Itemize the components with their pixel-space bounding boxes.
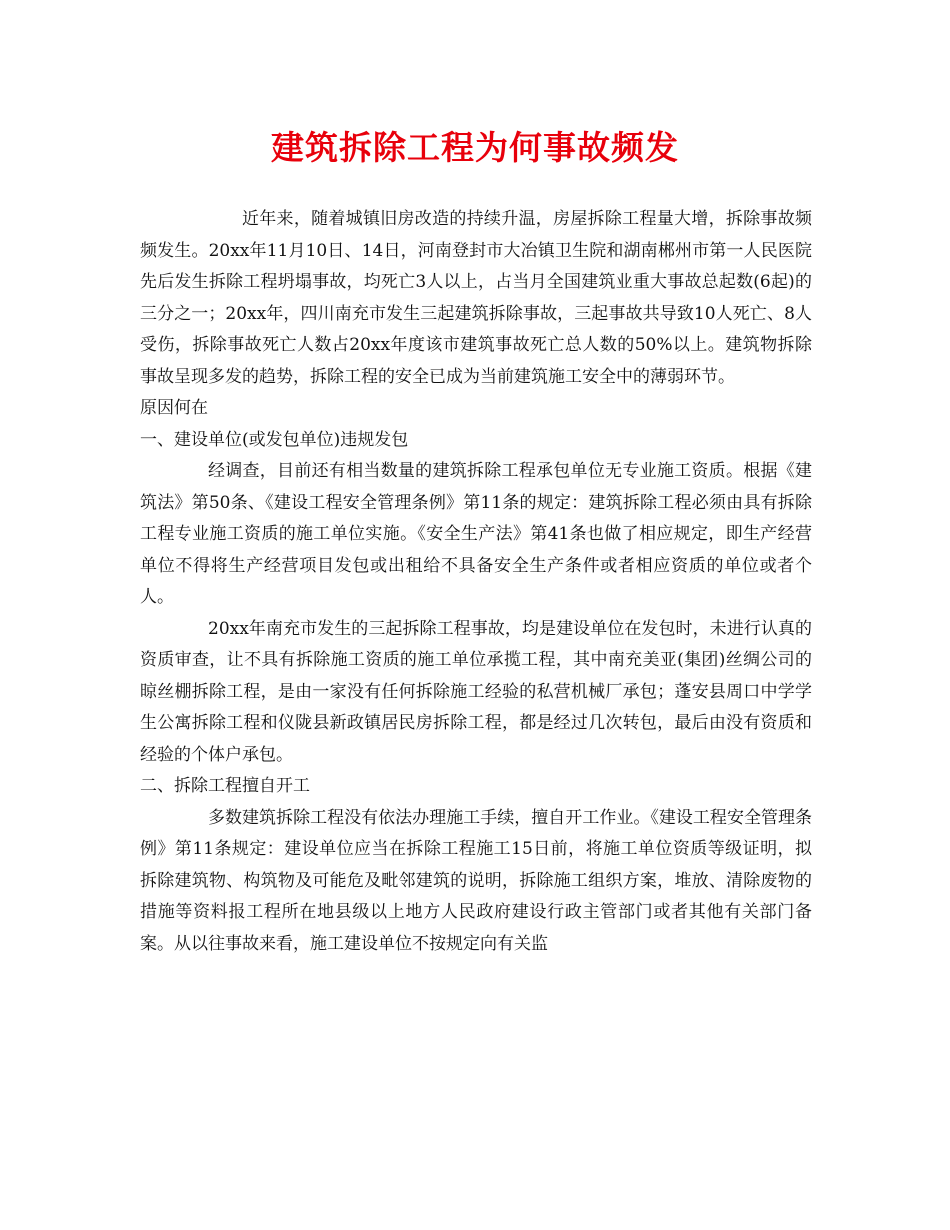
document-body (140, 204, 812, 960)
section-heading-two: 二、拆除工程擅自开工 (140, 776, 310, 796)
paragraph-qualification: 经调查，目前还有相当数量的建筑拆除工程承包单位无专业施工资质。根据《建筑法》第50条、《建设工程安全管理条例》第11条的规定：建筑拆除工程必须由具有拆除工程专业施工资质的施工单位实施。《安全生产法》第41条也做了相应规定，即生产经营单位不得将生产经营项目发包或出租给不具备安全生产条件或者相应资质的单位或者个人。 (140, 461, 812, 607)
section-heading-causes: 原因何在 (140, 398, 208, 418)
paragraph-nanchong-cases: 20xx年南充市发生的三起拆除工程事故，均是建设单位在发包时，未进行认真的资质审查，让不具有拆除施工资质的施工单位承揽工程，其中南充美亚(集团)丝绸公司的晾丝棚拆除工程，是由一家没有任何拆除施工经验的私营机械厂承包；蓬安县周口中学学生公寓拆除工程和仪陇县新政镇居民房拆除工程，都是经过几次转包，最后由没有资质和经验的个体户承包。 (140, 618, 812, 765)
intro-paragraph: 近年来，随着城镇旧房改造的持续升温，房屋拆除工程量大增，拆除事故频频发生。20xx年11月10日、14日，河南登封市大冶镇卫生院和湖南郴州市第一人民医院先后发生拆除工程坍塌事故，均死亡3人以上，占当月全国建筑业重大事故总起数(6起)的三分之一；20xx年，四川南充市发生三起建筑拆除事故，三起事故共导致10人死亡、8人受伤，拆除事故死亡人数占20xx年度该市建筑事故死亡总人数的50%以上。建筑物拆除事故呈现多发的趋势，拆除工程的安全已成为当前建筑施工安全中的薄弱环节。 (140, 209, 812, 387)
paragraph-unauthorized-start: 多数建筑拆除工程没有依法办理施工手续，擅自开工作业。《建设工程安全管理条例》第11条规定：建设单位应当在拆除工程施工15日前，将施工单位资质等级证明，拟拆除建筑物、构筑物及可能危及毗邻建筑的说明，拆除施工组织方案，堆放、清除废物的措施等资料报工程所在地县级以上地方人民政府建设行政主管部门或者其他有关部门备案。从以往事故来看，施工建设单位不按规定向有关监 (140, 807, 812, 954)
document-title: 建筑拆除工程为何事故频发 (271, 128, 679, 167)
section-heading-one: 一、建设单位(或发包单位)违规发包 (140, 429, 409, 450)
